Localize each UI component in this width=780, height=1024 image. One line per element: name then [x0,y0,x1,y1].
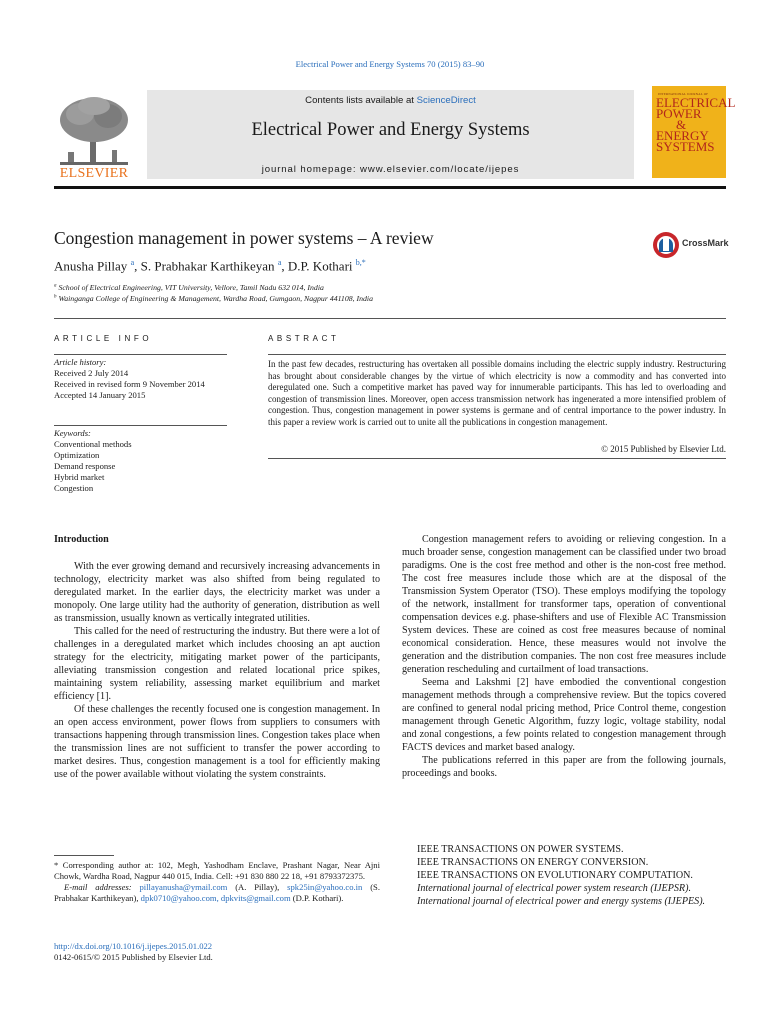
journal-cover-image[interactable] [652,86,736,178]
doi-link[interactable]: http://dx.doi.org/10.1016/j.ijepes.2015.01.022 [54,941,213,951]
doi-block [54,941,213,963]
abstract-copyright: © 2015 Published by Elsevier Ltd. [601,444,726,454]
author-list: Anusha Pillay $^a$, S. Prabhakar Karthikeyan $^a$, D.P. Kothari $^{b,*}$ [54,258,366,274]
affiliation-a [54,283,324,292]
email-owner: (D.P. Kothari). [292,893,344,903]
email-link[interactable]: dpkvits@gmail.com [220,893,291,903]
cover-title-line: SYSTEMS [656,139,715,154]
email-label: E-mail addresses: [64,882,132,892]
issn-line: 0142-0615/© 2015 Published by Elsevier Ltd. [54,952,213,962]
article-info-rule [54,354,227,355]
affiliation-mark: b [54,294,57,300]
keyword-item: Demand response [54,461,116,471]
keyword-item: Hybrid market [54,472,105,482]
body-paragraph: Congestion management refers to avoiding or relieving congestion. In a much broader sense, congestion management can be classified under two broad paradigms. One is the cost free method and other is the non-cost free method. The cost free measures include those which are at the disposal of the Transmission System Operator (TSO). These employs modifying the topology of the network, installment for transformer taps, operation of conventional compensation devices e.g. phase-shifters and use of Flexible AC Transmission System devices. These are coined as cost free measures because of nominal economical consideration. Hence, these measures would not involve the generation and the distribution companies. The non cost free measures include generation rescheduling and curtailment of load transactions. [402,534,726,675]
right-column [402,533,726,780]
title-rule [54,318,726,319]
abstract-bottom-rule [268,458,726,459]
homepage-link[interactable]: www.elsevier.com/locate/ijepes [360,164,520,175]
affiliation-b [54,294,373,303]
journal-homepage [147,164,634,175]
author-name: D.P. Kothari [287,258,353,274]
keyword-item: Optimization [54,450,100,460]
cover-title-line: POWER [656,106,702,121]
history-item: Accepted 14 January 2015 [54,390,146,400]
keywords-label: Keywords: [54,428,91,438]
history-item: Received 2 July 2014 [54,368,129,378]
affiliation-text: School of Electrical Engineering, VIT University, Vellore, Tamil Nadu 632 014, India [58,283,324,292]
homepage-prefix: journal homepage: [261,164,361,175]
email-owner: (S. Prabhakar Karthikeyan), [54,882,380,903]
email-link[interactable]: pillayanusha@ymail.com [139,882,228,892]
contents-prefix: Contents lists available at [305,95,417,106]
cover-small-text: INTERNATIONAL JOURNAL OF [658,92,709,96]
footnote-rule [54,855,114,856]
keywords-rule [54,425,227,426]
journal-list-item: IEEE TRANSACTIONS ON POWER SYSTEMS. [417,844,624,855]
keywords-block [54,428,132,494]
header-rule [54,186,726,189]
affiliation-text: Wainganga College of Engineering & Management, Wardha Road, Gumgaon, Nagpur 441108, India [58,294,373,303]
body-paragraph: This called for the need of restructuring the industry. But there were a lot of challenges in a deregulated market which includes choosing an apt auction strategy for the electricity, mitigating market power of the participants, alleviating transmission congestion and related locational price spikes, maintaining system reliability, assessing market equilibrium and market efficiency [1]. [54,626,380,702]
journal-title: Electrical Power and Energy Systems [251,120,530,140]
abstract-heading: ABSTRACT [268,334,340,343]
abstract-text: In the past few decades, restructuring has overtaken all possible domains including the electric supply industry. Restructuring has brought about considerable changes by the virtue of which electricity is now a commodity and has converted into deregulated one. Such a competitive market has paved way for innumerable participants. This has led to overloading and congestion of transmission lines. Moreover, open access transmission network has ingenerated a more intensified problem of congestion. Thus, congestion management in power systems is germane and of central importance to the power industry. In this paper a review work is carried out to unite all the publications in congestion management. [268,359,726,427]
cover-title-line: ENERGY [656,128,709,143]
body-paragraph: The publications referred in this paper are from the following journals, proceedings and books. [402,755,726,779]
email-owner: (A. Pillay), [235,882,280,892]
email-addresses [54,882,380,904]
author-affiliation-mark[interactable]: a [130,258,135,267]
body-paragraph: Seema and Lakshmi [2] have embodied the conventional congestion management methods through a comprehensive review. But the topics covered are confined to general nodal pricing method, Price Control theme, congestion management through Genetic Algorithm, fuzzy logic, voltage stability, nodal and zonal congestions, a few points related to congestion management through FACTS devices and market based analogy. [402,677,726,753]
body-paragraph: With the ever growing demand and recursively increasing advancements in technology, electricity market was also shifted from being regulated to deregulated market. In the earlier days, the electricity market was under a monopoly. One large utility had the authority of generation, distribution as well as transmission, usually known as vertically integrated utilities. [54,561,380,624]
history-label: Article history: [54,357,107,367]
journal-citation[interactable]: Electrical Power and Energy Systems 70 (2015) 83–90 [295,59,485,69]
article-history [54,357,205,401]
corresponding-author-footnote [54,860,380,904]
journal-list-item: IEEE TRANSACTIONS ON ENERGY CONVERSION. [417,857,649,868]
author-name: Anusha Pillay [54,258,128,274]
contents-line [147,95,634,106]
body-paragraph: Of these challenges the recently focused one is congestion management. In an open access environment, power flows from suppliers to consumers with transactions happening through transmission lines. Congestion takes place when the transmission lines are not sufficient to transfer the power according to market desires. Thus, congestion management is a tool for efficiently making use of the power available without violating the system constraints. [54,704,380,780]
journal-list-item: International journal of electrical power and energy systems (IJEPES). [417,896,706,907]
paper-title: Congestion management in power systems – A review [54,228,434,248]
introduction-heading: Introduction [54,534,109,545]
left-column [54,560,380,781]
sciencedirect-link[interactable]: ScienceDirect [416,95,476,106]
cover-title [656,95,736,154]
email-link[interactable]: spk25in@yahoo.co.in [287,882,363,892]
affiliation-mark: a [54,283,57,289]
crossmark-label[interactable]: CrossMark [682,238,729,248]
corresponding-author-text: * Corresponding author at: 102, Megh, Yashodham Enclave, Prashant Nagar, Near Ajni Chowk, Wardha Road, Nagpur 440 015, India. Cell: +91 830 880 22 18, +91 8793372375. [54,860,380,881]
keyword-item: Congestion [54,483,94,493]
cover-title-line: & [676,117,687,132]
author-name: S. Prabhakar Karthikeyan [140,258,275,274]
abstract-rule [268,354,726,355]
elsevier-wordmark: ELSEVIER [59,166,129,181]
cover-title-line: ELECTRICAL [656,95,736,110]
journal-list-item: IEEE TRANSACTIONS ON EVOLUTIONARY COMPUTATION. [417,870,693,881]
keyword-item: Conventional methods [54,439,132,449]
article-info-heading: ARTICLE INFO [54,334,153,343]
journal-list [417,843,729,908]
history-item: Received in revised form 9 November 2014 [54,379,205,389]
author-affiliation-mark[interactable]: a [277,258,282,267]
journal-masthead [147,90,634,179]
journal-list-item: International journal of electrical power system research (IJEPSR). [417,883,691,894]
email-link[interactable]: dpk0710@yahoo.com, [140,893,219,903]
author-affiliation-mark[interactable]: b,* [355,258,366,267]
